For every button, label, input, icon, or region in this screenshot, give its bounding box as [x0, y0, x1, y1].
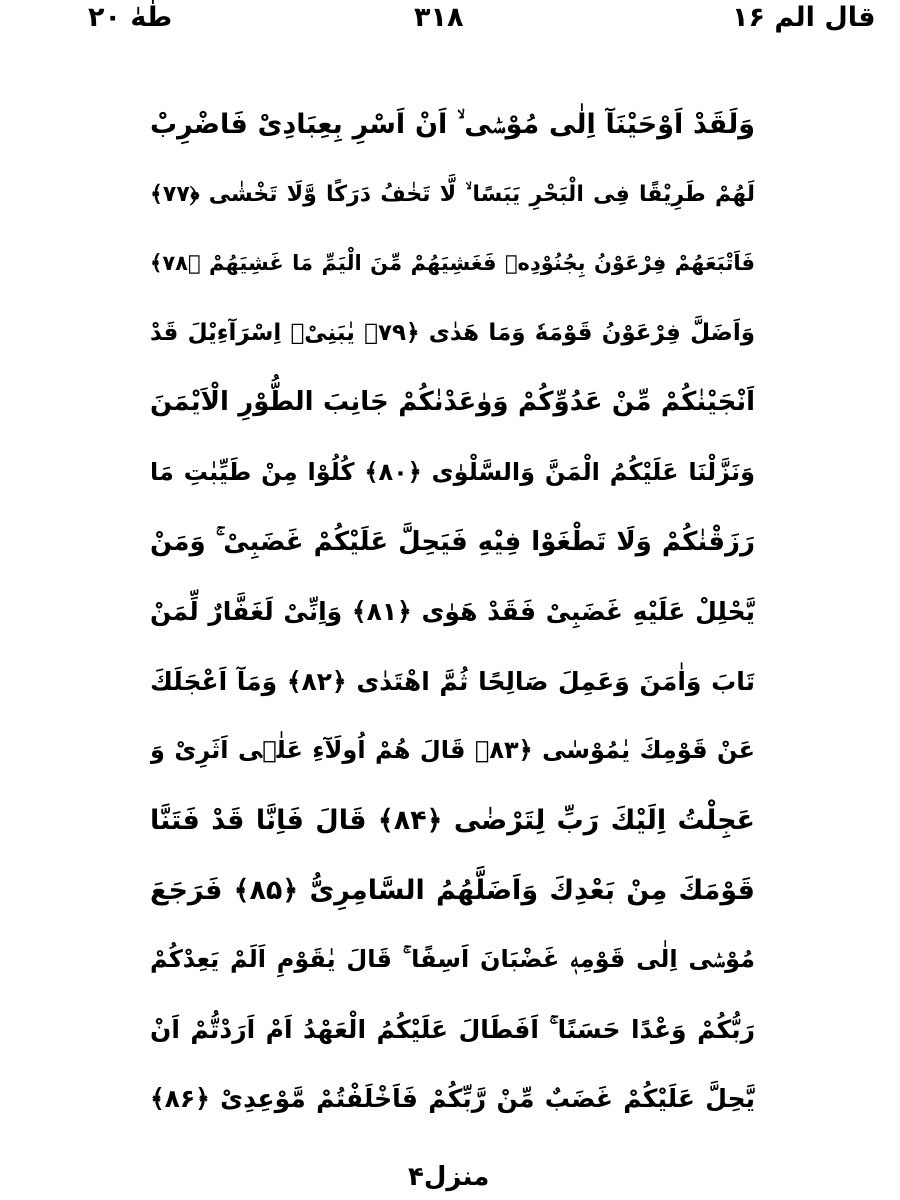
verse-line: مُوْسٰۤى اِلٰى قَوْمِهٖ غَضْبَانَ اَسِفًا ۚ قَالَ يٰقَوْمِ اَلَمْ يَعِدْكُمْ	[150, 945, 755, 974]
surah-name: طٰهٰ ۲۰	[88, 2, 173, 33]
manzil-footer: منزل۴	[408, 1162, 490, 1192]
verse-line: وَنَزَّلْنَا عَلَيْكُمُ الْمَنَّ وَالسَّلْوٰى ﴿۸۰﴾ كُلُوْا مِنْ طَيِّبٰتِ مَا	[150, 457, 755, 486]
verse-line: يَّحِلَّ عَلَيْكُمْ غَضَبٌ مِّنْ رَّبِّكُمْ فَاَخْلَفْتُمْ مَّوْعِدِىْ ﴿۸۶﴾	[150, 1084, 755, 1114]
verse-line: عَنْ قَوْمِكَ يٰمُوْسٰى ﴿۸۳﴾ قَالَ هُمْ اُولَآءِ عَلٰۤى اَثَرِىْ وَ	[150, 736, 755, 765]
verse-line: تَابَ وَاٰمَنَ وَعَمِلَ صَالِحًا ثُمَّ اهْتَدٰى ﴿۸۲﴾ وَمَآ اَعْجَلَكَ	[150, 666, 755, 696]
verse-line: رَبُّكُمْ وَعْدًا حَسَنًا ۚ اَفَطَالَ عَلَيْكُمُ الْعَهْدُ اَمْ اَرَدْتُّمْ اَنْ	[150, 1014, 755, 1044]
verse-line: يَّحْلِلْ عَلَيْهِ غَضَبِىْ فَقَدْ هَوٰى ﴿۸۱﴾ وَاِنِّىْ لَغَفَّارٌ لِّمَنْ	[150, 597, 755, 627]
page-number: ۳۱۸	[414, 2, 464, 33]
verse-line: اَنْجَيْنٰكُمْ مِّنْ عَدُوِّكُمْ وَوٰعَدْنٰكُمْ جَانِبَ الطُّوْرِ الْاَيْمَنَ	[150, 387, 755, 418]
verse-line: وَاَضَلَّ فِرْعَوْنُ قَوْمَهٗ وَمَا هَدٰى ﴿۷۹﴾ يٰبَنِىْۤ اِسْرَآءِيْلَ قَدْ	[150, 319, 755, 346]
verse-line: رَزَقْنٰكُمْ وَلَا تَطْغَوْا فِيْهِ فَيَحِلَّ عَلَيْكُمْ غَضَبِىْ ۚ وَمَنْ	[150, 526, 755, 557]
verse-text-block	[150, 90, 755, 1134]
verse-line: قَوْمَكَ مِنْ بَعْدِكَ وَاَضَلَّهُمُ السَّامِرِىُّ ﴿۸۵﴾ فَرَجَعَ	[150, 874, 755, 906]
verse-line: فَاَتْبَعَهُمْ فِرْعَوْنُ بِجُنُوْدِهٖ فَغَشِيَهُمْ مِّنَ الْيَمِّ مَا غَشِيَهُمْ ﴿۷۸﴾	[150, 251, 755, 276]
page-header	[0, 0, 900, 40]
verse-line: وَلَقَدْ اَوْحَيْنَآ اِلٰى مُوْسٰۤى ۙ اَنْ اَسْرِ بِعِبَادِىْ فَاضْرِبْ	[150, 109, 755, 140]
juz-name: قال الم ۱۶	[732, 2, 876, 33]
verse-line: عَجِلْتُ اِلَيْكَ رَبِّ لِتَرْضٰى ﴿۸۴﴾ قَالَ فَاِنَّا قَدْ فَتَنَّا	[150, 804, 755, 836]
verse-line: لَهُمْ طَرِيْقًا فِى الْبَحْرِ يَبَسًا ۙ لَّا تَخٰفُ دَرَكًا وَّلَا تَخْشٰى ﴿۷۷﴾	[150, 181, 755, 207]
